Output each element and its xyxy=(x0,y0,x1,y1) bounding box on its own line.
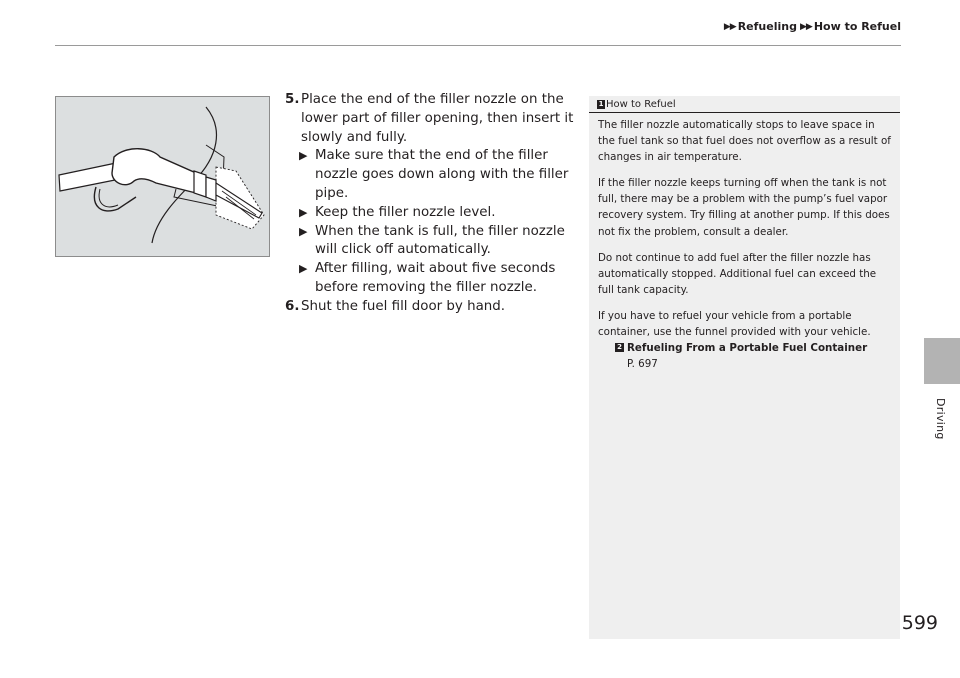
right-triangle-icon: ▶ xyxy=(299,224,308,238)
chapter-tab[interactable] xyxy=(924,338,960,384)
sub-step xyxy=(285,260,575,298)
step-5 xyxy=(285,91,575,147)
sub-step xyxy=(285,147,575,203)
cross-reference-page[interactable]: P. 697 xyxy=(627,358,658,371)
double-right-triangle-icon: ▶ xyxy=(729,21,737,32)
chapter-label: Driving xyxy=(934,398,947,440)
step-number: 5. xyxy=(285,92,300,107)
sub-step-text: Make sure that the end of the filler nozzle goes down along with the filler pipe. xyxy=(315,148,569,201)
note-paragraph: The filler nozzle automatically stops to leave space in the fuel tank so that fuel does not overflow as a result of changes in air temperature. xyxy=(598,119,891,164)
note-header xyxy=(589,96,900,113)
breadcrumb xyxy=(724,20,901,33)
cross-reference-link[interactable] xyxy=(598,340,892,372)
right-triangle-icon: ▶ xyxy=(799,21,807,32)
note-title: How to Refuel xyxy=(606,99,676,110)
note-panel xyxy=(589,96,900,639)
sub-step-text: When the tank is full, the filler nozzle will click off automatically. xyxy=(315,223,565,258)
cross-reference-icon: 2 xyxy=(615,343,624,352)
note-number-icon: 1 xyxy=(598,100,604,108)
step-6 xyxy=(285,298,575,317)
note-body xyxy=(589,113,900,372)
right-triangle-icon: ▶ xyxy=(805,21,813,32)
note-paragraph: If the filler nozzle keeps turning off when the tank is not full, there may be a problem with the pump’s fuel vapor recovery system. Try filling at another pump. If this does not fix the problem, consult a dealer. xyxy=(598,177,890,238)
procedure-steps xyxy=(285,91,575,317)
sub-step-text: Keep the filler nozzle level. xyxy=(315,204,496,220)
step-text: Place the end of the filler nozzle on the lower part of filler opening, then insert it slowly and fully. xyxy=(301,92,574,145)
double-right-triangle-icon: ▶ xyxy=(723,21,731,32)
sub-step xyxy=(285,204,575,223)
right-triangle-icon: ▶ xyxy=(299,262,308,276)
breadcrumb-page[interactable]: How to Refuel xyxy=(813,20,901,33)
sub-step xyxy=(285,223,575,261)
right-triangle-icon: ▶ xyxy=(299,205,308,219)
cross-reference-title[interactable]: Refueling From a Portable Fuel Container xyxy=(627,342,868,355)
step-number: 6. xyxy=(285,298,300,314)
breadcrumb-section[interactable]: Refueling xyxy=(737,20,797,33)
page-number: 599 xyxy=(901,612,938,634)
fuel-nozzle-drawing xyxy=(56,97,269,256)
note-paragraph: If you have to refuel your vehicle from a portable container, use the funnel provided with your vehicle. xyxy=(598,309,871,339)
nozzle-illustration xyxy=(55,96,270,257)
right-triangle-icon: ▶ xyxy=(299,149,308,163)
step-text: Shut the fuel fill door by hand. xyxy=(301,298,506,314)
sub-step-text: After filling, wait about five seconds before removing the filler nozzle. xyxy=(315,261,556,295)
header-divider xyxy=(55,45,901,46)
note-paragraph: Do not continue to add fuel after the filler nozzle has automatically stopped. Additional fuel can exceed the full tank capacity. xyxy=(598,251,877,296)
